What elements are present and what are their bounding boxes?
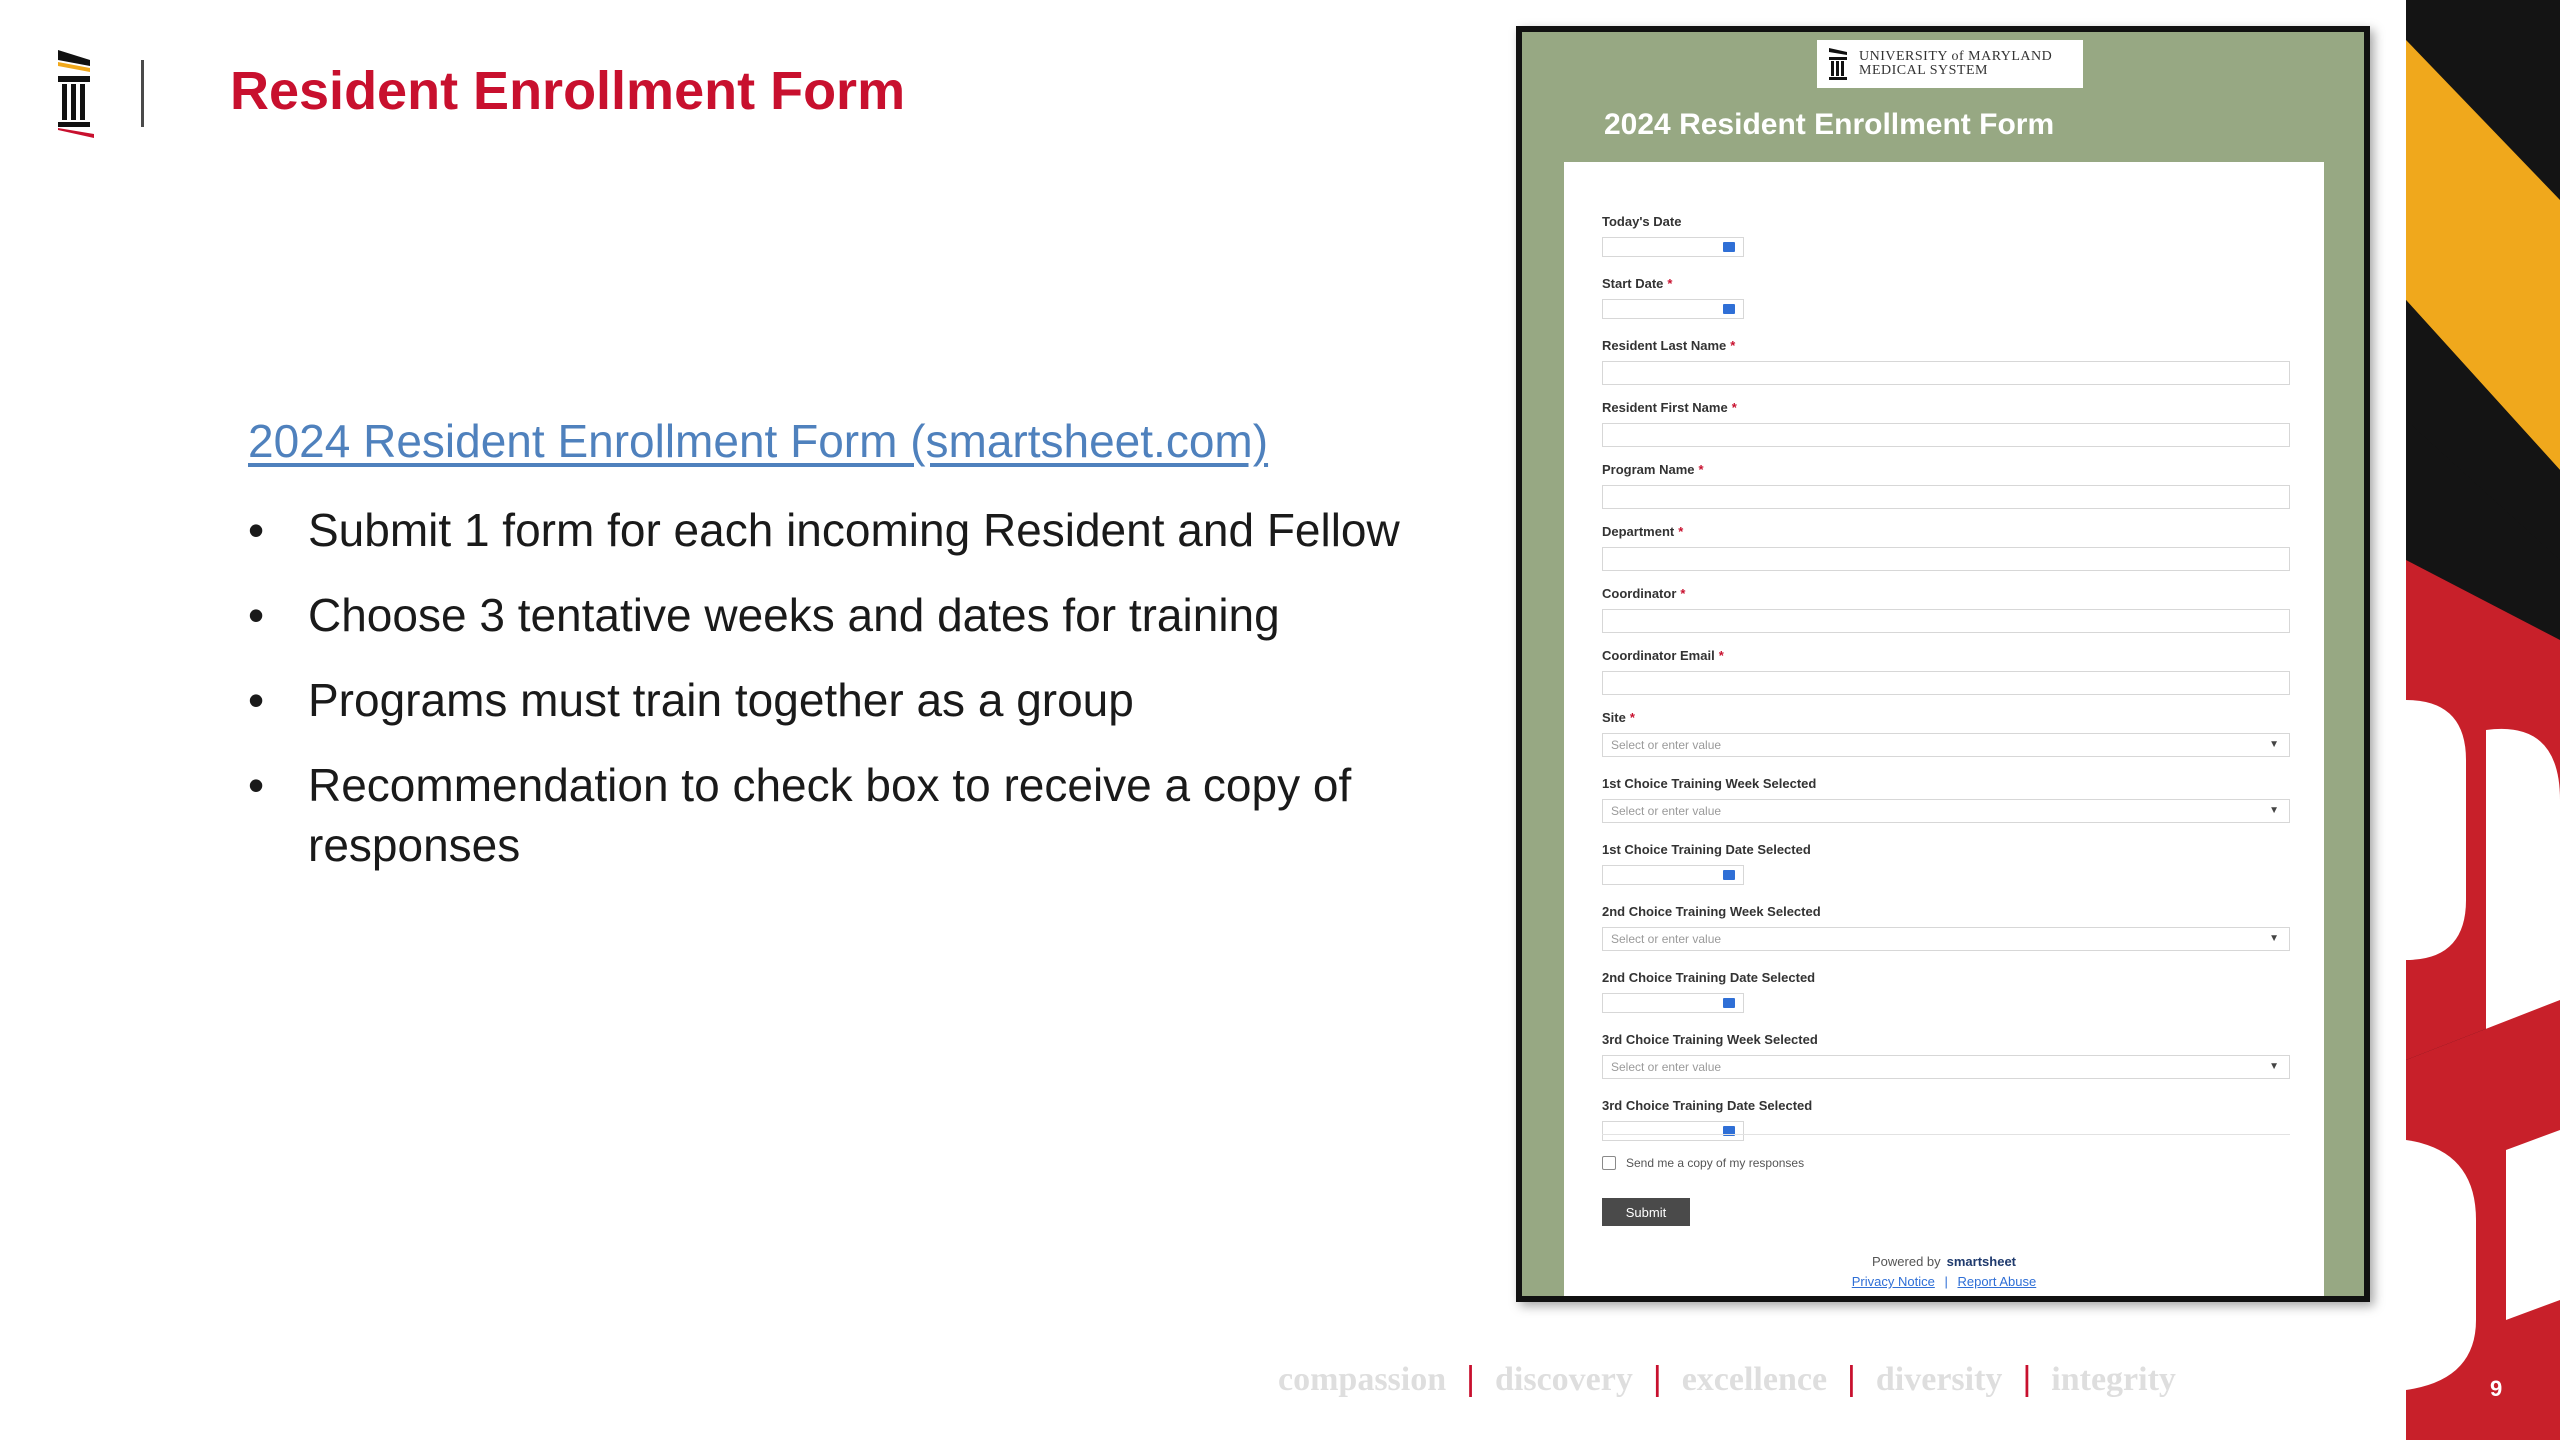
bullet-item: • Submit 1 form for each incoming Resident and Fellow	[248, 500, 1468, 560]
required-mark: *	[1718, 648, 1724, 663]
bullet-item: • Programs must train together as a group	[248, 670, 1468, 730]
required-mark: *	[1680, 586, 1686, 601]
value-separator: |	[1652, 1360, 1662, 1398]
resident-first-name-input[interactable]	[1602, 423, 2290, 447]
value-separator: |	[1847, 1360, 1856, 1398]
umms-form-logo-text	[1859, 50, 2052, 78]
chevron-down-icon[interactable]: ▼	[2269, 933, 2279, 944]
resident-last-name-input[interactable]	[1602, 361, 2290, 385]
field-label: Coordinator *	[1602, 586, 1686, 601]
umms-logo-icon	[1827, 46, 1851, 82]
field-label: Start Date *	[1602, 276, 1673, 291]
field-second-choice-week	[1602, 904, 2290, 951]
copy-responses-checkbox[interactable]	[1602, 1156, 1616, 1170]
field-coordinator	[1602, 586, 2290, 633]
bullet-item: • Recommendation to check box to receive a copy of responses	[248, 755, 1468, 875]
required-mark: *	[1698, 462, 1704, 477]
field-first-choice-date	[1602, 842, 1811, 885]
field-label: 1st Choice Training Date Selected	[1602, 842, 1811, 857]
form-screenshot	[1516, 26, 2370, 1302]
field-label: Resident Last Name *	[1602, 338, 1736, 353]
bullet-item: • Choose 3 tentative weeks and dates for training	[248, 585, 1468, 645]
copy-responses-label: Send me a copy of my responses	[1626, 1156, 1805, 1170]
calendar-icon[interactable]	[1723, 242, 1735, 252]
field-resident-first-name	[1602, 400, 2290, 447]
field-label: Program Name *	[1602, 462, 1704, 477]
department-input[interactable]	[1602, 547, 2290, 571]
first-choice-week-select[interactable]: Select or enter value ▼	[1602, 799, 2290, 823]
field-first-choice-week	[1602, 776, 2290, 823]
field-label: 2nd Choice Training Date Selected	[1602, 970, 1816, 985]
privacy-notice-link[interactable]: Privacy Notice	[1851, 1274, 1935, 1289]
coordinator-email-input[interactable]	[1602, 671, 2290, 695]
smartsheet-logo-icon: smartsheet	[1946, 1254, 2017, 1269]
field-third-choice-week	[1602, 1032, 2290, 1079]
field-label: Today's Date	[1602, 214, 1682, 229]
first-choice-date-input[interactable]	[1602, 865, 1744, 885]
report-abuse-link[interactable]: Report Abuse	[1957, 1274, 2037, 1289]
required-mark: *	[1667, 276, 1673, 291]
form-panel	[1564, 162, 2324, 1302]
field-label: 3rd Choice Training Week Selected	[1602, 1032, 1818, 1047]
chevron-down-icon[interactable]: ▼	[2269, 739, 2279, 750]
value-word: compassion	[1278, 1361, 1447, 1398]
value-word: excellence	[1681, 1361, 1828, 1398]
required-mark: *	[1629, 710, 1635, 725]
copy-responses-row	[1602, 1156, 1804, 1170]
required-mark: *	[1731, 400, 1737, 415]
header-divider	[141, 60, 144, 127]
field-label: Department *	[1602, 524, 1684, 539]
field-site	[1602, 710, 2290, 757]
second-choice-week-select[interactable]: Select or enter value ▼	[1602, 927, 2290, 951]
value-word: integrity	[2051, 1361, 2176, 1398]
site-select[interactable]: Select or enter value ▼	[1602, 733, 2290, 757]
umms-logo-icon	[54, 46, 98, 138]
field-program-name	[1602, 462, 2290, 509]
field-coordinator-email	[1602, 648, 2290, 695]
values-footer	[1278, 1360, 2176, 1399]
form-title: 2024 Resident Enrollment Form	[1604, 108, 2055, 141]
bullet-list	[248, 500, 1468, 900]
field-resident-last-name	[1602, 338, 2290, 385]
chevron-down-icon[interactable]: ▼	[2269, 1061, 2279, 1072]
field-todays-date	[1602, 214, 1744, 257]
page-number: 9	[2490, 1376, 2503, 1401]
calendar-icon[interactable]	[1723, 998, 1735, 1008]
coordinator-input[interactable]	[1602, 609, 2290, 633]
second-choice-date-input[interactable]	[1602, 993, 1744, 1013]
logo-line: MEDICAL SYSTEM	[1859, 63, 1988, 78]
field-department	[1602, 524, 2290, 571]
todays-date-input[interactable]	[1602, 237, 1744, 257]
third-choice-date-input[interactable]	[1602, 1121, 1744, 1141]
field-label: 2nd Choice Training Week Selected	[1602, 904, 1821, 919]
start-date-input[interactable]	[1602, 299, 1744, 319]
value-word: diversity	[1875, 1361, 2003, 1398]
field-label: Coordinator Email *	[1602, 648, 1724, 663]
field-label: 3rd Choice Training Date Selected	[1602, 1098, 1813, 1113]
powered-by-text: Powered by	[1871, 1254, 1941, 1269]
field-label: Resident First Name *	[1602, 400, 1737, 415]
enrollment-form-link[interactable]: 2024 Resident Enrollment Form (smartsheet.com)	[248, 415, 1269, 467]
third-choice-week-select[interactable]: Select or enter value ▼	[1602, 1055, 2290, 1079]
form-divider	[1602, 1134, 2290, 1135]
field-label: 1st Choice Training Week Selected	[1602, 776, 1817, 791]
field-start-date	[1602, 276, 1744, 319]
umms-form-logo	[1817, 40, 2083, 88]
value-separator: |	[2022, 1360, 2032, 1398]
value-word: discovery	[1494, 1361, 1633, 1398]
field-second-choice-date	[1602, 970, 1815, 1013]
powered-by	[1564, 1254, 2324, 1269]
slide-title: Resident Enrollment Form	[230, 61, 906, 121]
chevron-down-icon[interactable]: ▼	[2269, 805, 2279, 816]
link-separator: |	[1944, 1274, 1948, 1289]
logo-line: UNIVERSITY of MARYLAND	[1859, 49, 2053, 64]
footer-links	[1564, 1274, 2324, 1289]
required-mark: *	[1730, 338, 1736, 353]
program-name-input[interactable]	[1602, 485, 2290, 509]
required-mark: *	[1678, 524, 1684, 539]
calendar-icon[interactable]	[1723, 870, 1735, 880]
field-label: Site *	[1602, 710, 1635, 725]
value-separator: |	[1466, 1360, 1475, 1398]
calendar-icon[interactable]	[1723, 304, 1735, 314]
maryland-flag-strip	[2406, 0, 2560, 1440]
submit-button[interactable]: Submit	[1602, 1198, 1690, 1226]
